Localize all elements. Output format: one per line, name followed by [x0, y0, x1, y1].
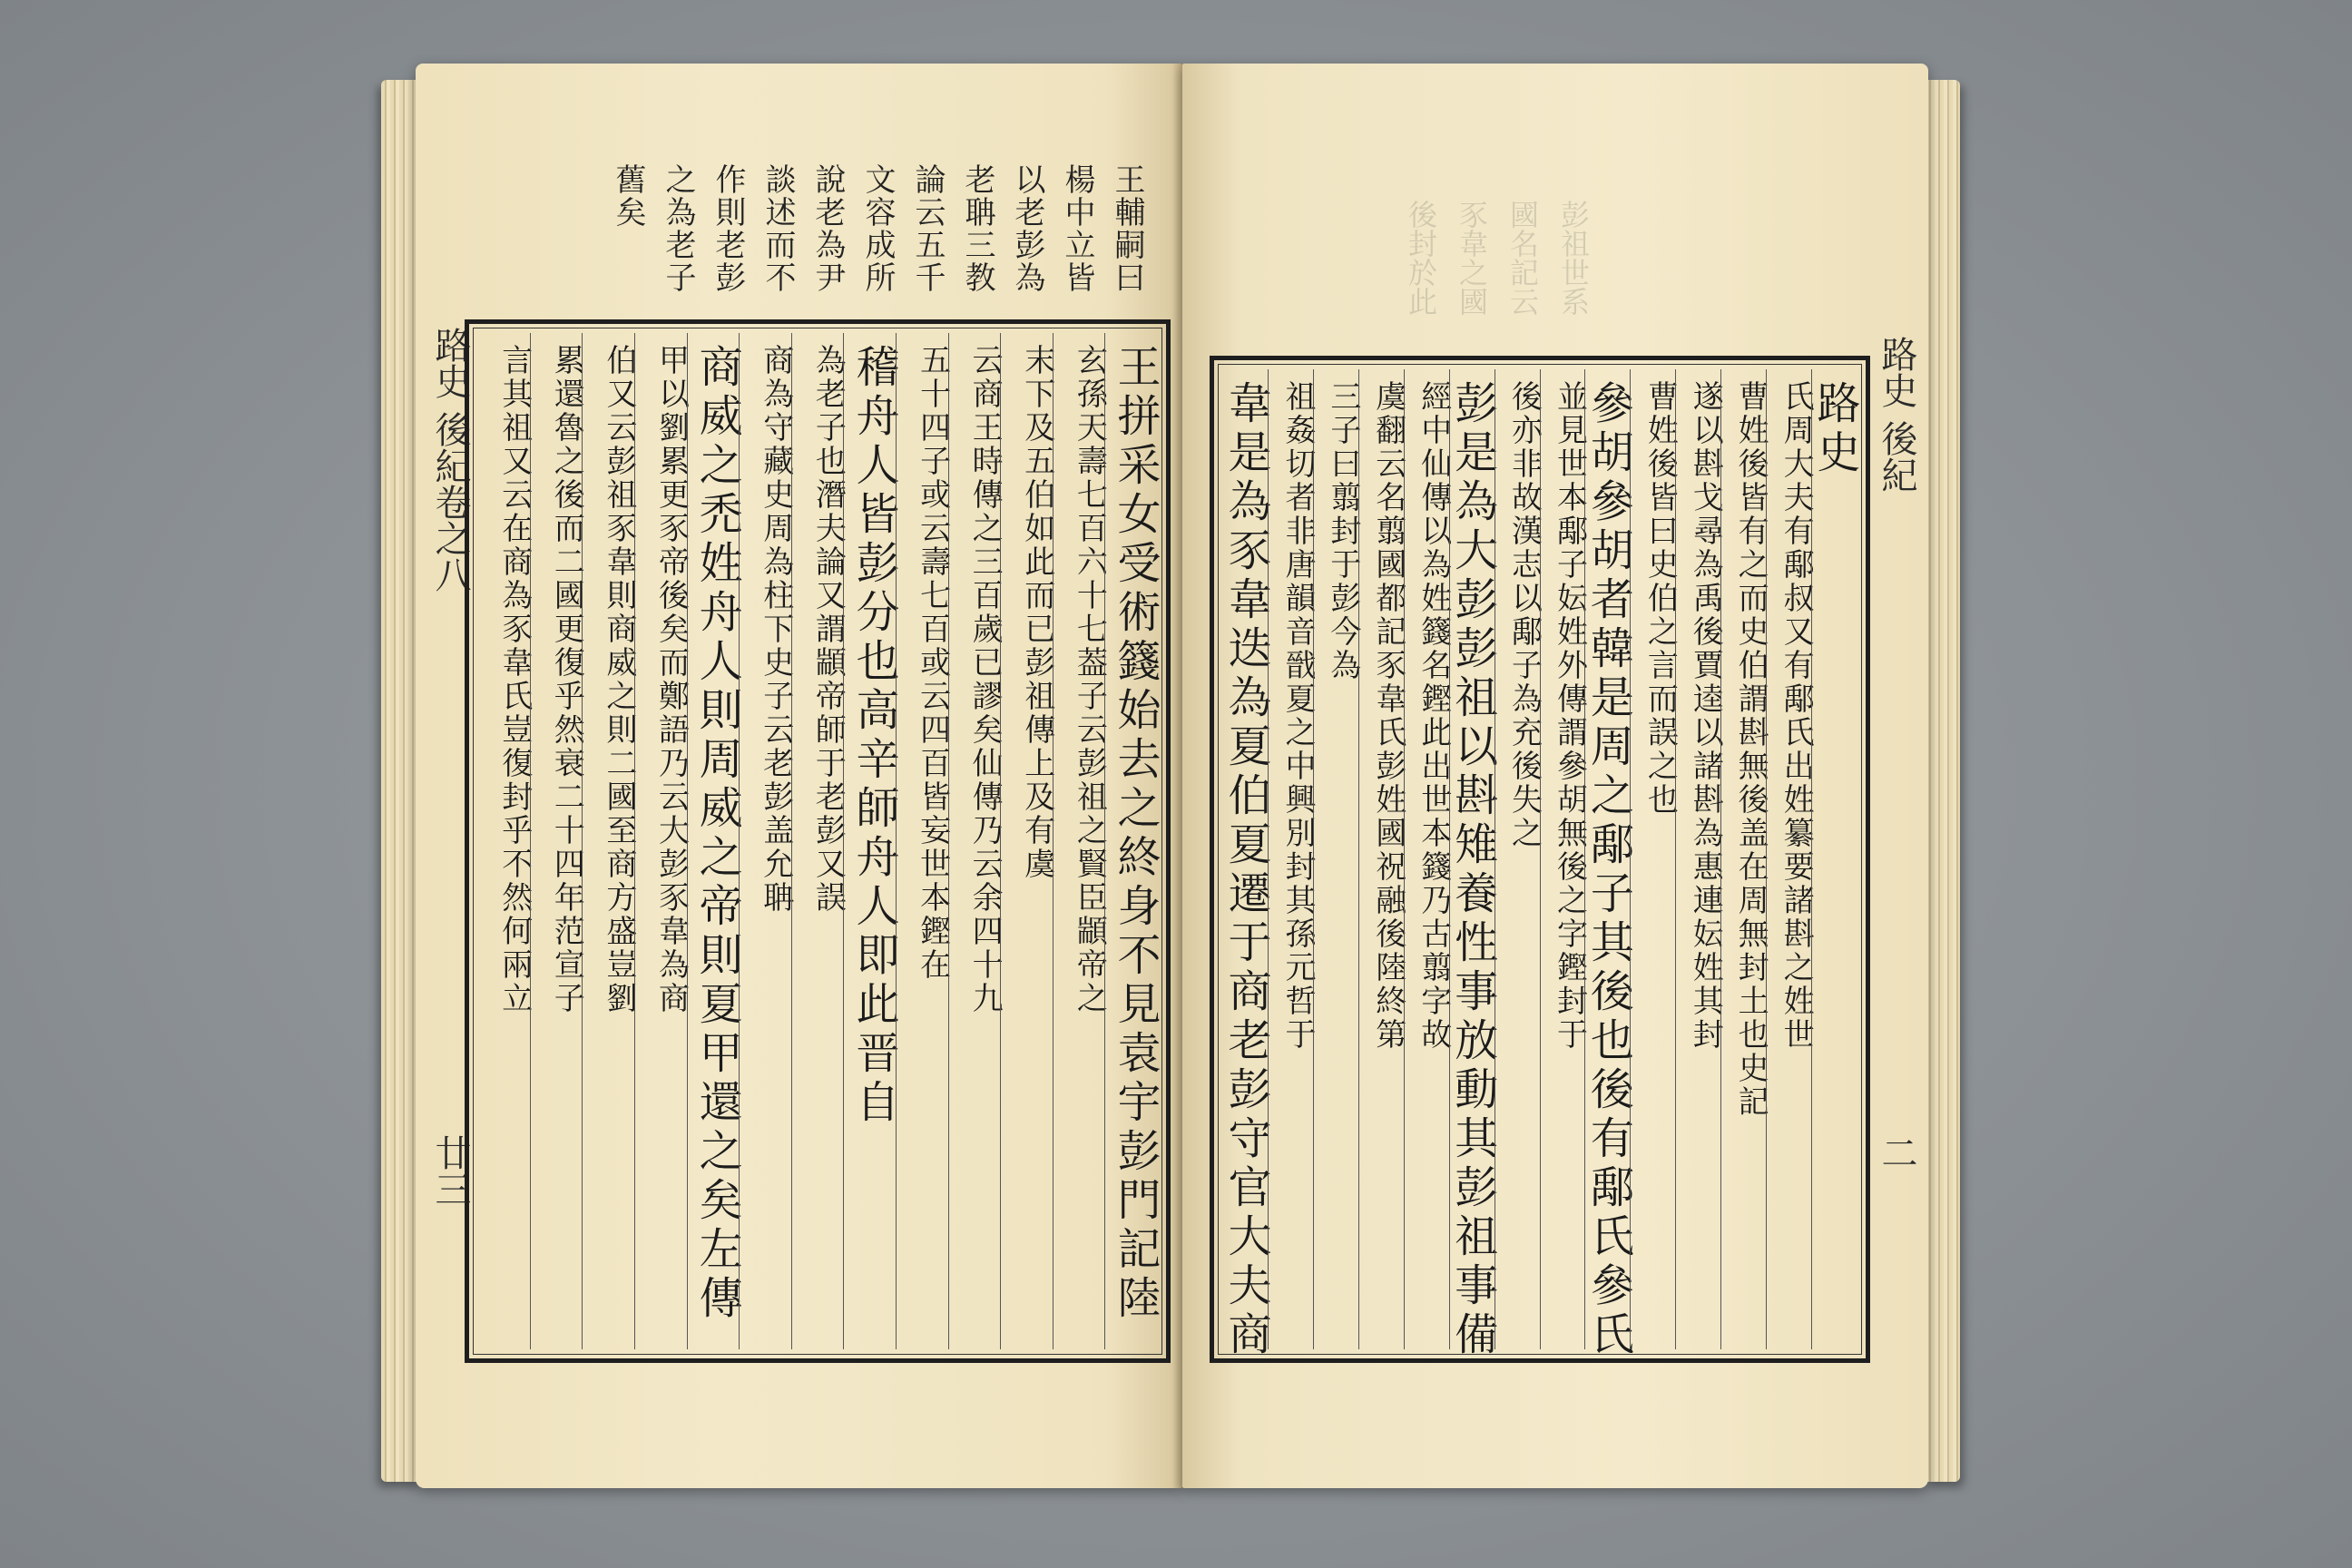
text-column: 末下及五伯如此而已彭祖傳上及有虞: [1000, 333, 1053, 1349]
bleed-column: 後封於此: [1404, 200, 1438, 316]
left-text-columns: [478, 333, 1161, 1349]
text-column: 玄孫天壽七百六十七葢子云彭祖之賢臣顓帝之: [1053, 333, 1105, 1349]
right-page: [1182, 64, 1928, 1488]
bleed-column: 豕韋之國: [1455, 200, 1489, 316]
text-column: 經中仙傳以為姓籛名鏗此出世本籛乃古翦字故: [1404, 369, 1449, 1349]
text-column: 累還魯之後而二國更復乎然衰二十四年范宣子: [530, 333, 583, 1349]
right-page-stack: [1926, 80, 1960, 1482]
left-text-frame: [465, 319, 1171, 1363]
left-fold-title: 路史 後紀卷之八: [429, 327, 471, 593]
right-fold-title: 路史 後紀: [1876, 336, 1917, 493]
text-column: 稽舟人皆彭分也高辛師舟人即此晋自: [843, 333, 896, 1349]
annotation-column: 談述而不: [760, 163, 796, 294]
annotation-column: 文容成所: [859, 163, 896, 294]
bleed-column: 彭祖世系: [1556, 200, 1591, 316]
text-column: 虞翻云名翦國都記豕韋氏彭姓國祝融後陸終第: [1358, 369, 1404, 1349]
text-column: 三子曰翦封于彭今為: [1313, 369, 1358, 1349]
annotation-column: 作則老彭: [710, 163, 746, 294]
text-column: 遂以斟戈尋為禹後賈逵以諸斟為惠連妘姓其封: [1675, 369, 1720, 1349]
left-page: [416, 64, 1182, 1488]
annotation-column: 論云五千: [909, 163, 946, 294]
annotation-column: 舊矣: [610, 163, 646, 229]
text-column: 並見世本鄅子妘姓外傳謂參胡無後之字鏗封于: [1540, 369, 1585, 1349]
bleed-column: 國名記云: [1505, 200, 1540, 316]
annotation-column: 王輔嗣曰: [1109, 163, 1145, 294]
text-column: 曹姓後皆曰史伯之言而誤之也: [1630, 369, 1675, 1349]
annotation-column: 老聃三教: [959, 163, 995, 294]
text-column: 商威之禿姓舟人則周威之帝則夏甲還之矣左傳: [687, 333, 740, 1349]
text-column: 氏周大夫有鄅叔又有鄅氏出姓纂要諸斟之姓世: [1766, 369, 1811, 1349]
text-column: 甲以劉累更豕帝後矣而鄭語乃云大彭豕韋為商: [634, 333, 687, 1349]
open-book: [381, 64, 1960, 1488]
text-column: 後亦非故漢志以鄅子為充後失之: [1494, 369, 1540, 1349]
annotation-column: 以老彭為: [1009, 163, 1045, 294]
left-fold-page-number: 廿三: [429, 1134, 471, 1207]
text-column: 商為守藏史周為柱下史子云老彭盖允聃: [739, 333, 791, 1349]
text-column: 為老子也潛夫論又謂顓帝師于老彭又誤: [791, 333, 844, 1349]
text-column: 祖姦切者非唐韻音戩夏之中興別封其孫元哲于: [1268, 369, 1313, 1349]
text-column: 五十四子或云壽七百或云四百皆妄世本鏗在: [896, 333, 948, 1349]
right-text-columns: [1220, 369, 1860, 1360]
text-column: 言其祖又云在商為豕韋氏豈復封乎不然何兩立: [495, 344, 533, 1015]
text-column: 曹姓後皆有之而史伯謂斟無後盖在周無封土也史記: [1720, 369, 1766, 1349]
bleed-through-text: [1400, 200, 1594, 381]
text-column: 韋是為豕韋迭為夏伯夏遷于商老彭守官大夫商: [1220, 380, 1272, 1360]
text-column: 參胡參胡者韓是周之鄅子其後也後有鄅氏參氏: [1584, 369, 1630, 1349]
right-fold-page-number: 二: [1876, 1134, 1917, 1171]
text-column: 云商王時傳之三百歲已謬矣仙傳乃云余四十九: [948, 333, 1001, 1349]
right-text-frame: [1210, 356, 1870, 1363]
annotation-column: 說老為尹: [809, 163, 846, 294]
annotation-column: 楊中立皆: [1059, 163, 1095, 294]
annotation-column: 之為老子: [660, 163, 696, 294]
text-column: 彭是為大彭彭祖以斟雉養性事放動其彭祖事備: [1449, 369, 1494, 1349]
text-column: 路史: [1811, 369, 1857, 1349]
text-column: 伯又云彭祖豕韋則商威之則二國至商方盛豈劉: [582, 333, 634, 1349]
text-column: 王拼采女受術籛始去之終身不見袁宇彭門記陸: [1104, 333, 1157, 1349]
